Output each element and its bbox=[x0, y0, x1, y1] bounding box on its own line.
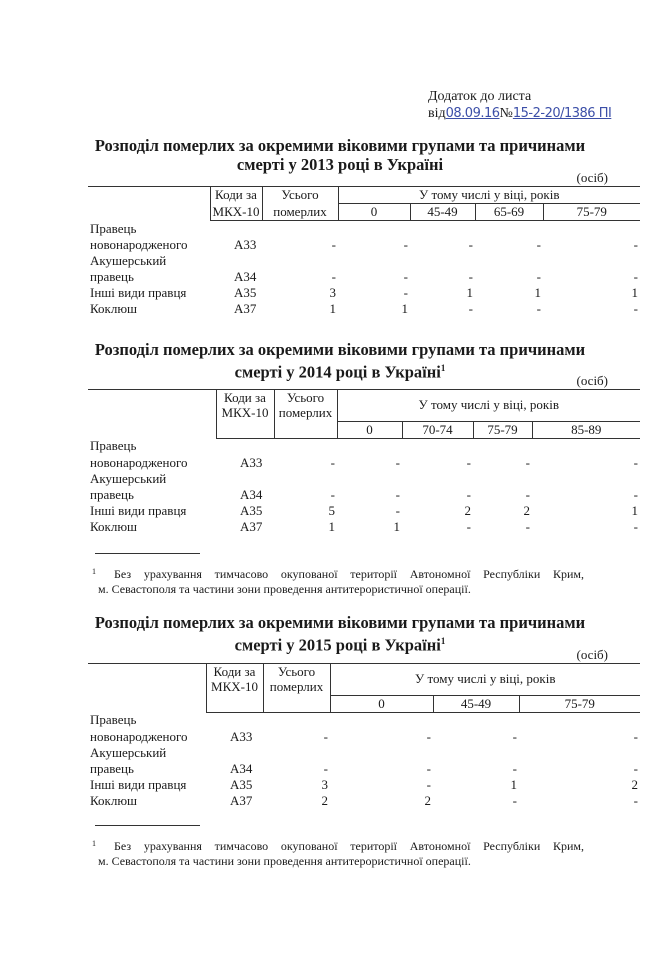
age-group-value: - bbox=[466, 454, 471, 470]
header-incl: У тому числі у віці, років bbox=[330, 664, 640, 696]
total-deaths: 5 bbox=[328, 502, 335, 518]
header-total bbox=[274, 390, 337, 422]
table-row-label bbox=[88, 712, 640, 729]
table-row bbox=[88, 237, 640, 253]
empty-cell bbox=[543, 221, 640, 238]
icd-code: А35 bbox=[234, 285, 257, 300]
title-line2 bbox=[90, 359, 590, 382]
total-deaths: - bbox=[330, 486, 335, 502]
empty-cell bbox=[210, 253, 262, 269]
age-group-value: - bbox=[403, 237, 408, 252]
footnote-2015 bbox=[94, 839, 584, 869]
header-blank bbox=[88, 187, 210, 221]
row-name: новонародженого bbox=[90, 728, 188, 744]
empty-cell bbox=[206, 745, 263, 761]
header-incl: У тому числі у віці, років bbox=[337, 390, 640, 422]
empty-cell bbox=[216, 438, 274, 455]
age-group-value: - bbox=[633, 269, 638, 284]
table-row bbox=[88, 269, 640, 285]
age-group-value: - bbox=[426, 760, 431, 776]
total-deaths: 2 bbox=[321, 792, 328, 808]
age-group-value: - bbox=[633, 237, 638, 252]
codes-l1: Коди за bbox=[213, 664, 256, 679]
age-group: 65-69 bbox=[475, 204, 543, 221]
total-deaths: - bbox=[331, 237, 336, 252]
table-2015 bbox=[88, 663, 640, 809]
table-2014-title bbox=[90, 340, 590, 382]
age-group-value: 1 bbox=[631, 285, 638, 300]
age-group: 75-79 bbox=[519, 695, 640, 712]
title-line2 bbox=[90, 632, 590, 655]
title-line2 bbox=[90, 155, 590, 174]
table-row-label bbox=[88, 221, 640, 238]
footnote-line1: Без урахування тимчасово окупованої території Автономної Республіки Крим, bbox=[114, 839, 584, 853]
age-group-value: - bbox=[466, 518, 471, 534]
header-blank bbox=[88, 664, 206, 713]
age-group-value: - bbox=[536, 269, 541, 284]
age-group-value: 1 bbox=[466, 285, 473, 300]
title-line2-text: смерті у 2015 році в Україні bbox=[234, 635, 441, 655]
table-row bbox=[88, 793, 640, 809]
age-group-value: - bbox=[525, 518, 530, 534]
empty-cell bbox=[274, 471, 337, 487]
codes-spacer bbox=[206, 695, 263, 712]
row-name-line1: Правець bbox=[90, 712, 137, 728]
empty-cell bbox=[543, 253, 640, 269]
table-row bbox=[88, 761, 640, 777]
empty-cell bbox=[262, 253, 338, 269]
icd-code: А33 bbox=[230, 728, 253, 744]
age-group-value: 2 bbox=[631, 776, 638, 792]
empty-cell bbox=[338, 221, 410, 238]
age-group-value: 1 bbox=[510, 776, 517, 792]
age-group-value: - bbox=[536, 237, 541, 252]
age-group-value: - bbox=[512, 760, 517, 776]
row-name-line1: Акушерський bbox=[90, 744, 167, 760]
codes-l2: МКХ-10 bbox=[211, 679, 258, 694]
table-2014-body bbox=[88, 438, 640, 535]
footnote-2014 bbox=[94, 567, 584, 597]
age-group-value: - bbox=[525, 486, 530, 502]
age-group: 0 bbox=[337, 421, 402, 438]
handwritten-date: 08.09.16 bbox=[445, 106, 500, 121]
total-spacer bbox=[263, 695, 330, 712]
empty-cell bbox=[262, 221, 338, 238]
age-group: 45-49 bbox=[410, 204, 475, 221]
table-2013-body bbox=[88, 221, 640, 318]
table-row-label bbox=[88, 438, 640, 455]
empty-cell bbox=[410, 221, 475, 238]
table-row bbox=[88, 729, 640, 745]
header-total-l2: померлих bbox=[262, 204, 338, 221]
icd-code: А37 bbox=[230, 792, 253, 808]
age-group-value: 2 bbox=[424, 792, 431, 808]
header-total bbox=[263, 664, 330, 696]
title-line1: Розподіл померлих за окремими віковими групами та причинами bbox=[94, 613, 586, 632]
age-group: 75-79 bbox=[543, 204, 640, 221]
empty-cell bbox=[473, 438, 532, 455]
footnote-mark: 1 bbox=[92, 839, 96, 848]
table-row bbox=[88, 285, 640, 301]
total-l2: померлих bbox=[278, 405, 333, 420]
age-group-value: - bbox=[403, 269, 408, 284]
row-name: новонародженого bbox=[90, 454, 188, 470]
row-name: правець bbox=[90, 486, 134, 502]
codes-l2: МКХ-10 bbox=[221, 405, 269, 420]
total-deaths: 3 bbox=[329, 285, 336, 300]
empty-cell bbox=[473, 471, 532, 487]
empty-cell bbox=[475, 253, 543, 269]
codes-spacer bbox=[216, 421, 274, 438]
empty-cell bbox=[337, 438, 402, 455]
age-group-value: - bbox=[633, 760, 638, 776]
icd-code: А33 bbox=[234, 237, 257, 252]
row-name: Інші види правця bbox=[90, 285, 187, 300]
age-group-value: 1 bbox=[631, 502, 638, 518]
header-blank bbox=[88, 390, 216, 439]
age-group-value: - bbox=[468, 269, 473, 284]
empty-cell bbox=[263, 745, 330, 761]
empty-cell bbox=[433, 712, 519, 729]
handwritten-number: 15-2-20/1386 ПІ bbox=[512, 106, 612, 121]
age-group-value: - bbox=[512, 728, 517, 744]
age-group-value: - bbox=[395, 502, 400, 518]
empty-cell bbox=[330, 712, 433, 729]
total-spacer bbox=[274, 421, 337, 438]
unit-label-2013: (осіб) bbox=[576, 170, 608, 185]
total-deaths: 3 bbox=[321, 776, 328, 792]
age-group-value: - bbox=[395, 486, 400, 502]
total-l2: померлих bbox=[269, 679, 324, 694]
empty-cell bbox=[410, 253, 475, 269]
age-group: 0 bbox=[338, 204, 410, 221]
age-group: 45-49 bbox=[433, 695, 519, 712]
total-l1: Усього bbox=[286, 390, 325, 405]
table-row bbox=[88, 455, 640, 471]
row-name: правець bbox=[90, 269, 134, 284]
total-deaths: - bbox=[331, 269, 336, 284]
row-name: Інші види правця bbox=[90, 502, 187, 518]
age-group-value: - bbox=[633, 792, 638, 808]
header-incl: У тому числі у віці, років bbox=[338, 187, 640, 204]
from-label: від bbox=[428, 106, 446, 121]
footnote-mark: 1 bbox=[92, 567, 96, 576]
table-2015-title bbox=[90, 613, 590, 655]
age-group-value: - bbox=[426, 728, 431, 744]
header-codes-l1: Коди за bbox=[210, 187, 262, 204]
age-group: 70-74 bbox=[402, 421, 473, 438]
row-name-line1: Акушерський bbox=[90, 470, 167, 486]
age-group-value: - bbox=[525, 454, 530, 470]
table-2015-body bbox=[88, 712, 640, 809]
empty-cell bbox=[210, 221, 262, 238]
empty-cell bbox=[216, 471, 274, 487]
table-2014 bbox=[88, 389, 640, 535]
annex-line1: Додаток до листа bbox=[428, 89, 532, 104]
empty-cell bbox=[519, 745, 640, 761]
icd-code: А35 bbox=[240, 502, 263, 518]
total-l1: Усього bbox=[277, 664, 316, 679]
empty-cell bbox=[263, 712, 330, 729]
title-line2-text: смерті у 2013 році в Україні bbox=[236, 155, 444, 174]
footnote-ref: 1 bbox=[440, 363, 446, 373]
age-group: 0 bbox=[330, 695, 433, 712]
total-deaths: - bbox=[323, 728, 328, 744]
age-group-value: - bbox=[466, 486, 471, 502]
icd-code: А34 bbox=[230, 760, 253, 776]
footnote-divider bbox=[95, 825, 200, 826]
age-group-value: 2 bbox=[464, 502, 471, 518]
row-name: Коклюш bbox=[90, 792, 138, 808]
age-group-value: - bbox=[633, 518, 638, 534]
age-group-value: - bbox=[468, 301, 473, 316]
empty-cell bbox=[475, 221, 543, 238]
annex-note bbox=[428, 88, 611, 122]
number-label: № bbox=[499, 106, 513, 121]
title-line1: Розподіл померлих за окремими віковими групами та причинами bbox=[94, 136, 586, 155]
row-name: правець bbox=[90, 760, 134, 776]
table-row bbox=[88, 301, 640, 317]
empty-cell bbox=[402, 471, 473, 487]
age-group-value: - bbox=[468, 237, 473, 252]
row-name: Коклюш bbox=[90, 301, 138, 316]
footnote-line1: Без урахування тимчасово окупованої території Автономної Республіки Крим, bbox=[114, 567, 584, 581]
empty-cell bbox=[402, 438, 473, 455]
empty-cell bbox=[274, 438, 337, 455]
empty-cell bbox=[532, 471, 640, 487]
table-2013-title bbox=[90, 136, 590, 174]
unit-label-2014: (осіб) bbox=[576, 373, 608, 388]
icd-code: А34 bbox=[240, 486, 263, 502]
empty-cell bbox=[433, 745, 519, 761]
table-row-label bbox=[88, 253, 640, 269]
total-deaths: - bbox=[330, 454, 335, 470]
age-group-value: - bbox=[633, 486, 638, 502]
table-row bbox=[88, 777, 640, 793]
row-name: новонародженого bbox=[90, 237, 188, 252]
header-codes bbox=[216, 390, 274, 422]
age-group-value: - bbox=[395, 454, 400, 470]
age-group: 85-89 bbox=[532, 421, 640, 438]
age-group-value: - bbox=[633, 728, 638, 744]
footnote-line2: м. Севастополя та частини зони проведення антитерористичної операції. bbox=[98, 854, 471, 868]
icd-code: А35 bbox=[230, 776, 253, 792]
icd-code: А37 bbox=[240, 518, 263, 534]
table-row-label bbox=[88, 745, 640, 761]
icd-code: А34 bbox=[234, 269, 257, 284]
total-deaths: 1 bbox=[328, 518, 335, 534]
row-name: Коклюш bbox=[90, 518, 138, 534]
empty-cell bbox=[338, 253, 410, 269]
total-deaths: - bbox=[323, 760, 328, 776]
age-group-value: - bbox=[403, 285, 408, 300]
header-total-l1: Усього bbox=[262, 187, 338, 204]
icd-code: А37 bbox=[234, 301, 257, 316]
total-deaths: 1 bbox=[329, 301, 336, 316]
age-group-value: - bbox=[512, 792, 517, 808]
age-group-value: - bbox=[426, 776, 431, 792]
age-group-value: 1 bbox=[393, 518, 400, 534]
table-row bbox=[88, 487, 640, 503]
title-line1: Розподіл померлих за окремими віковими групами та причинами bbox=[94, 340, 586, 359]
age-group-value: - bbox=[633, 301, 638, 316]
codes-l1: Коди за bbox=[224, 390, 266, 405]
empty-cell bbox=[330, 745, 433, 761]
annex-line2 bbox=[428, 105, 611, 122]
row-name-line1: Правець bbox=[90, 220, 137, 236]
empty-cell bbox=[519, 712, 640, 729]
age-group-value: 1 bbox=[534, 285, 541, 300]
icd-code: А33 bbox=[240, 454, 263, 470]
table-row-label bbox=[88, 471, 640, 487]
age-group: 75-79 bbox=[473, 421, 532, 438]
header-codes bbox=[206, 664, 263, 696]
title-line2-text: смерті у 2014 році в Україні bbox=[234, 362, 441, 382]
age-group-value: - bbox=[633, 454, 638, 470]
table-2013 bbox=[88, 186, 640, 317]
empty-cell bbox=[532, 438, 640, 455]
footnote-line2: м. Севастополя та частини зони проведення антитерористичної операції. bbox=[98, 582, 471, 596]
table-row bbox=[88, 503, 640, 519]
table-row bbox=[88, 519, 640, 535]
age-group-value: - bbox=[536, 301, 541, 316]
age-group-value: 2 bbox=[523, 502, 530, 518]
empty-cell bbox=[337, 471, 402, 487]
footnote-ref: 1 bbox=[440, 636, 446, 646]
row-name-line1: Акушерський bbox=[90, 253, 167, 268]
footnote-divider bbox=[95, 553, 200, 554]
empty-cell bbox=[206, 712, 263, 729]
row-name: Інші види правця bbox=[90, 776, 187, 792]
header-codes-l2: МКХ-10 bbox=[210, 204, 262, 221]
row-name-line1: Правець bbox=[90, 438, 137, 454]
unit-label-2015: (осіб) bbox=[576, 647, 608, 662]
age-group-value: 1 bbox=[401, 301, 408, 316]
